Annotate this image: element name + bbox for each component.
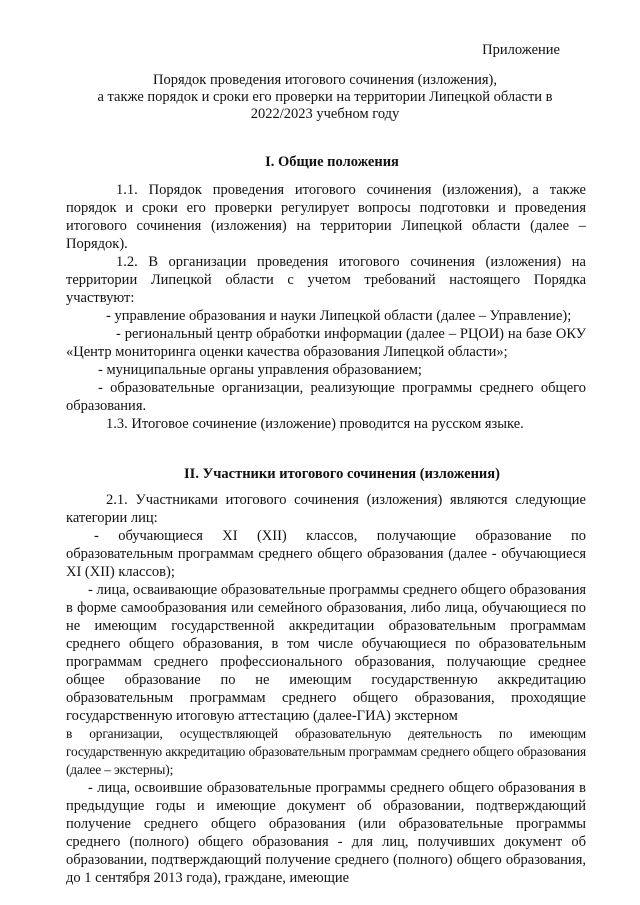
list-item-municipal: - муниципальные органы управления образованием;: [98, 362, 422, 378]
title-line-2: а также порядок и сроки его проверки на территории Липецкой области в: [97, 89, 553, 105]
list-item-organizations: - образовательные организации, реализующие программы среднего общего образования.: [66, 380, 586, 414]
paragraph-1-1: 1.1. Порядок проведения итогового сочинения (изложения), а также порядок и сроки его проверки регулирует вопросы подготовки и проведения итогового сочинения (изложения) на территории Липецкой области (далее – Порядок).: [66, 182, 586, 252]
document-title: [60, 72, 590, 123]
appendix-label: Приложение: [482, 42, 560, 58]
list-item-rcoi: - региональный центр обработки информации (далее – РЦОИ) на базе ОКУ «Центр мониторинга оценки качества образования Липецкой области»;: [66, 326, 586, 360]
section-heading-participants: II. Участники итогового сочинения (изложения): [184, 466, 500, 482]
list-item-self-education: - лица, осваивающие образовательные программы среднего общего образования в форме самообразования или семейного образования, либо лица, обучающиеся по не имеющим государственной аккредитации образовательным программам среднего общего образования, в том числе обучающиеся по образовательным программам среднего профессионального образования, получающие среднее общее образование по не имеющим государственную аккредитацию образовательным программам среднего общего образования, проходящие государственную итоговую аттестацию (далее-ГИА) экстерном: [66, 582, 586, 724]
list-item-students: - обучающиеся XI (XII) классов, получающие образование по образовательным программам среднего общего образования (далее - обучающиеся XI (XII) классов);: [66, 528, 586, 580]
section-participants-body: [66, 491, 586, 887]
list-item-externs: в организации, осуществляющей образовательную деятельность по имеющим государственную аккредитацию образовательным программам среднего общего образования (далее – экстерны);: [66, 726, 586, 777]
title-line-1: Порядок проведения итогового сочинения (изложения),: [153, 72, 497, 88]
paragraph-1-3: 1.3. Итоговое сочинение (изложение) проводится на русском языке.: [106, 416, 524, 432]
list-item-management: - управление образования и науки Липецкой области (далее – Управление);: [106, 308, 572, 324]
paragraph-1-2: 1.2. В организации проведения итогового сочинения (изложения) на территории Липецкой области с учетом требований настоящего Порядка участвуют:: [66, 254, 586, 306]
list-item-graduates: - лица, освоившие образовательные программы среднего общего образования в предыдущие годы и имеющие документ об образовании, подтверждающий получение среднего общего образования (или образовательные программы среднего (полного) общего образования - для лиц, получивших документ об образовании, подтверждающий получение среднего (полного) общего образования, до 1 сентября 2013 года), граждане, имеющие: [66, 780, 586, 886]
section-general-body: [66, 181, 586, 433]
section-heading-general: I. Общие положения: [265, 154, 399, 170]
paragraph-2-1: 2.1. Участниками итогового сочинения (изложения) являются следующие категории лиц:: [66, 492, 586, 526]
title-line-3: 2022/2023 учебном году: [250, 106, 400, 122]
